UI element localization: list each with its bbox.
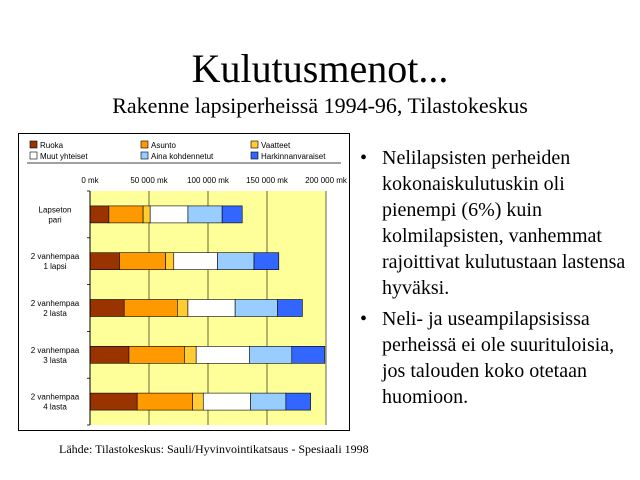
legend-swatch bbox=[141, 152, 148, 159]
category-label: 2 vanhempaa bbox=[30, 345, 80, 355]
slide-subtitle: Rakenne lapsiperheissä 1994-96, Tilastokeskus bbox=[112, 93, 528, 118]
legend-swatch bbox=[251, 141, 258, 148]
bar-segment bbox=[286, 393, 311, 410]
bar-segment bbox=[203, 393, 250, 410]
category-label: Lapseton bbox=[38, 205, 72, 215]
x-tick-label: 50 000 mk bbox=[130, 176, 168, 185]
x-tick-label: 200 000 mk bbox=[305, 176, 347, 185]
category-label: 3 lasta bbox=[43, 355, 67, 365]
bar-segment bbox=[109, 206, 143, 223]
category-label: 1 lapsi bbox=[43, 262, 67, 272]
legend-swatch bbox=[141, 141, 148, 148]
category-label: 4 lasta bbox=[43, 402, 67, 412]
bar-segment bbox=[124, 300, 177, 317]
stacked-bar-chart bbox=[18, 133, 350, 431]
bar-segment bbox=[166, 253, 174, 270]
category-label: 2 lasta bbox=[43, 309, 67, 318]
bar-segment bbox=[90, 206, 109, 223]
bar-segment bbox=[249, 346, 291, 363]
bar-segment bbox=[292, 346, 325, 363]
bar-segment bbox=[188, 300, 235, 317]
bullet-dot-icon: • bbox=[360, 147, 368, 169]
bar-segment bbox=[90, 346, 129, 363]
bar-segment bbox=[188, 206, 222, 223]
bar-segment bbox=[90, 300, 124, 317]
legend-swatch bbox=[251, 152, 258, 159]
bar-segment bbox=[193, 393, 204, 410]
bullet-item bbox=[356, 306, 640, 410]
legend-label: Aina kohdennetut bbox=[151, 152, 214, 161]
bar-segment bbox=[129, 346, 184, 363]
bar-segment bbox=[254, 253, 279, 270]
slide-title: Kulutusmenot... bbox=[191, 46, 449, 91]
legend-label: Vaatteet bbox=[261, 141, 291, 150]
legend-swatch bbox=[30, 141, 37, 148]
category-label: 2 vanhempaa bbox=[30, 392, 80, 402]
bar-segment bbox=[217, 253, 254, 270]
x-tick-label: 100 000 mk bbox=[187, 176, 229, 185]
category-label: 2 vanhempaa bbox=[30, 252, 80, 262]
category-label: 2 vanhempaa bbox=[30, 299, 80, 308]
bar-segment bbox=[177, 300, 188, 317]
bar-segment bbox=[278, 300, 303, 317]
bar-segment bbox=[150, 206, 188, 223]
bullet-list bbox=[356, 145, 640, 415]
bar-segment bbox=[90, 393, 137, 410]
legend-swatch bbox=[30, 152, 37, 159]
legend-label: Ruoka bbox=[40, 141, 64, 150]
bar-segment bbox=[235, 300, 277, 317]
legend-label: Harkinnanvaraiset bbox=[261, 152, 326, 161]
category-label: pari bbox=[48, 215, 62, 225]
source-note: Lähde: Tilastokeskus: Sauli/Hyvinvointikatsaus - Spesiaali 1998 bbox=[59, 442, 369, 456]
bar-segment bbox=[137, 393, 192, 410]
legend-label: Asunto bbox=[151, 141, 176, 150]
x-tick-label: 0 mk bbox=[81, 176, 99, 185]
bar-segment bbox=[90, 253, 120, 270]
x-tick-label: 150 000 mk bbox=[246, 176, 288, 185]
bullet-dot-icon: • bbox=[360, 308, 368, 330]
bullet-text: Neli- ja useampilapsisissa perheissä ei ole suurituloisia, jos talouden koko otetaan huomioon. bbox=[382, 308, 615, 408]
bar-segment bbox=[184, 346, 196, 363]
bar-segment bbox=[120, 253, 166, 270]
bullet-text: Nelilapsisten perheiden kokonaiskulutuskin oli pienempi (6%) kuin kolmilapsisten, vanhemmat rajoittivat kulutustaan lastensa hyväksi. bbox=[382, 147, 626, 299]
bar-segment bbox=[143, 206, 150, 223]
bar-segment bbox=[222, 206, 242, 223]
bar-segment bbox=[196, 346, 249, 363]
legend-label: Muut yhteiset bbox=[40, 152, 88, 161]
bar-segment bbox=[174, 253, 218, 270]
bar-segment bbox=[250, 393, 285, 410]
bullet-item bbox=[356, 145, 640, 301]
